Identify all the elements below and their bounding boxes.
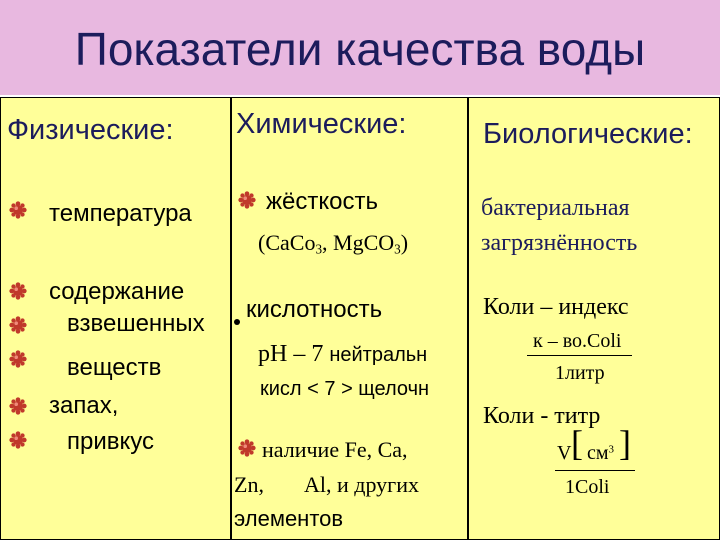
bullet-icon — [9, 397, 27, 415]
bullet-icon — [238, 191, 256, 209]
chemical-hardness: жёсткость — [266, 188, 379, 215]
bullet-icon — [9, 316, 27, 334]
biological-header: Биологические: — [483, 118, 693, 150]
physical-item-content: содержание — [49, 278, 185, 305]
coli-index-denominator: 1литр — [555, 362, 605, 384]
coli-titer-fraction-line — [555, 470, 635, 471]
chemical-elements-line1: наличие Fe, Ca, — [262, 437, 408, 462]
coli-titer-v: V — [557, 442, 572, 464]
chemical-acidity: кислотность — [246, 296, 383, 323]
chemical-elements-line3: элементов — [234, 506, 344, 531]
chemical-elements-zn: Zn, — [234, 472, 264, 497]
chemical-ph-scale: кисл < 7 > щелочн — [260, 378, 430, 400]
coli-index-label: Коли – индекс — [483, 294, 629, 320]
physical-column — [0, 97, 231, 540]
chemical-formula: (CaCo$_3$, MgCO$_3$) — [258, 230, 409, 257]
page-title: Показатели качества воды — [74, 23, 646, 75]
right-bracket-icon: ] — [619, 423, 631, 463]
coli-titer-unit: $см^3$ — [587, 442, 615, 464]
physical-header: Физические: — [7, 114, 174, 146]
biological-bacterial-1: бактериальная — [481, 195, 630, 221]
chemical-ph: pH – 7 нейтральн — [258, 341, 428, 367]
bullet-icon — [9, 201, 27, 219]
bullet-icon — [9, 431, 27, 449]
bullet-icon — [238, 439, 256, 457]
coli-titer-denominator: 1Coli — [565, 476, 610, 498]
left-bracket-icon: [ — [571, 423, 583, 463]
bullet-icon — [9, 282, 27, 300]
chemical-header: Химические: — [236, 108, 407, 140]
coli-index-fraction-line — [527, 355, 632, 356]
coli-titer-label: Коли - титр — [483, 403, 601, 429]
biological-bacterial-2: загрязнённость — [481, 230, 638, 256]
physical-item-taste: привкус — [67, 428, 154, 455]
physical-item-temperature: температура — [49, 200, 192, 227]
physical-item-smell: запах, — [49, 392, 119, 419]
chemical-column — [231, 97, 468, 540]
physical-item-substances: веществ — [67, 354, 162, 381]
title-bar — [0, 0, 720, 95]
chemical-elements-line2: Al, и других — [304, 472, 419, 497]
dot-bullet-icon — [234, 319, 240, 325]
physical-item-suspended: взвешенных — [67, 310, 205, 337]
biological-column — [468, 97, 720, 540]
bullet-icon — [9, 350, 27, 368]
coli-index-numerator: к – во.Coli — [533, 330, 622, 352]
